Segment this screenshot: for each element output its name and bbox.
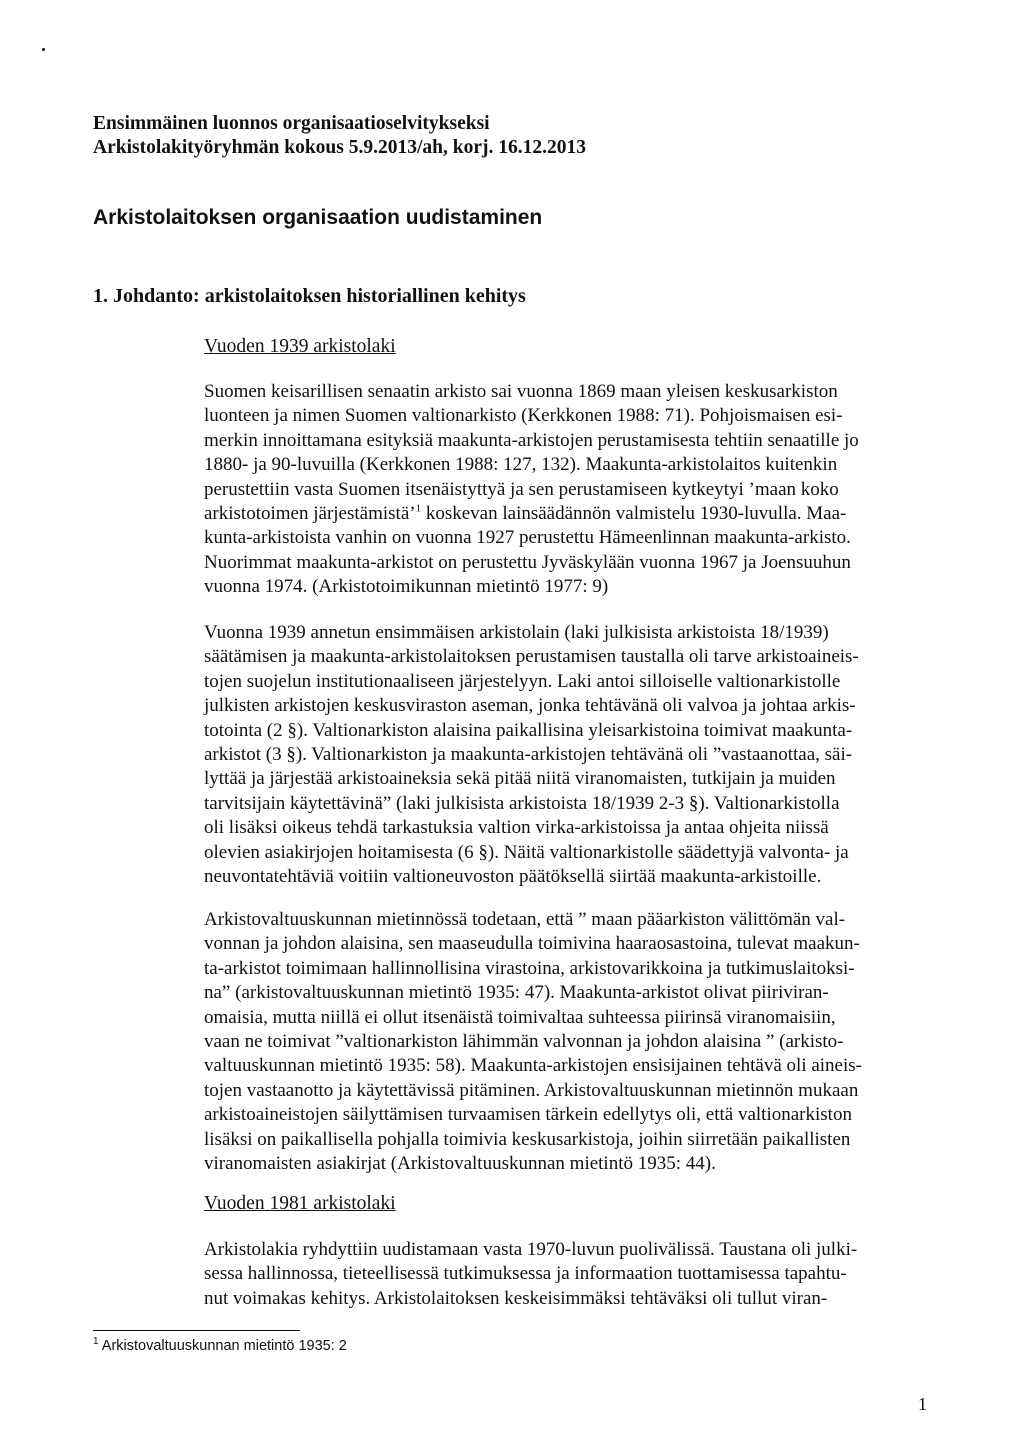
paragraph-line: luonteen ja nimen Suomen valtionarkisto (Kerkkonen 1988: 71). Pohjoismaisen esi- bbox=[204, 405, 843, 427]
page-number: 1 bbox=[918, 1394, 927, 1414]
paragraph-line: oli lisäksi oikeus tehdä tarkastuksia valtion virka-arkistoissa ja antaa ohjeita niissä bbox=[204, 817, 829, 839]
paragraph-3 bbox=[204, 908, 944, 1176]
paragraph-line: sessa hallinnossa, tieteellisessä tutkimuksessa ja informaation tuottamisessa tapahtu- bbox=[204, 1263, 847, 1285]
paragraph-line: 1880- ja 90-luvuilla (Kerkkonen 1988: 127, 132). Maakunta-arkistolaitos kuitenkin bbox=[204, 454, 838, 476]
paragraph-line: merkin innoittamana esityksiä maakunta-arkistojen perustamisesta tehtiin senaatille jo bbox=[204, 429, 859, 451]
paragraph-line: lyttää ja järjestää arkistoaineksia sekä pitää niitä viranomaisten, tutkijain ja muiden bbox=[204, 768, 836, 790]
line-text: arkistotoimen järjestämistä’ bbox=[204, 503, 416, 525]
footnote-text: Arkistovaltuuskunnan mietintö 1935: 2 bbox=[101, 1338, 347, 1354]
header-draft-label: Ensimmäinen luonnos organisaatioselvitykseksi bbox=[93, 113, 490, 134]
paragraph-line: ta-arkistot toimimaan hallinnollisina virastoina, arkistovarikkoina ja tutkimuslaitoksi- bbox=[204, 957, 855, 979]
paragraph-line: vuonna 1974. (Arkistotoimikunnan mietintö 1977: 9) bbox=[204, 576, 609, 598]
footnote-divider bbox=[93, 1330, 300, 1331]
scan-speck bbox=[42, 48, 45, 51]
paragraph-2 bbox=[204, 621, 944, 889]
paragraph-line: totointa (2 §). Valtionarkiston alaisina paikallisina yleisarkistoina toimivat maakunta- bbox=[204, 719, 853, 741]
footnote-marker: 1 bbox=[93, 1336, 99, 1348]
paragraph-line: viranomaisten asiakirjat (Arkistovaltuuskunnan mietintö 1935: 44). bbox=[204, 1153, 716, 1175]
paragraph-1 bbox=[204, 380, 944, 600]
section-heading: 1. Johdanto: arkistolaitoksen historiallinen kehitys bbox=[93, 285, 526, 307]
paragraph-line: Suomen keisarillisen senaatin arkisto sai vuonna 1869 maan yleisen keskusarkiston bbox=[204, 381, 838, 402]
paragraph-line: tojen vastaanotto ja käytettävissä pitäminen. Arkistovaltuuskunnan mietinnön mukaan bbox=[204, 1079, 859, 1101]
line-text: koskevan lainsäädännön valmistelu 1930-luvulla. Maa- bbox=[421, 503, 847, 525]
paragraph-line: Arkistovaltuuskunnan mietinnössä todetaan, että ” maan pääarkiston välittömän val- bbox=[204, 909, 846, 930]
paragraph-line: Nuorimmat maakunta-arkistot on perustettu Jyväskylään vuonna 1967 ja Joensuuhun bbox=[204, 551, 851, 573]
paragraph-line: lisäksi on paikallisella pohjalla toimivia keskusarkistoja, joihin siirretään paikallisten bbox=[204, 1128, 851, 1150]
paragraph-line: Vuonna 1939 annetun ensimmäisen arkistolain (laki julkisista arkistoista 18/1939) bbox=[204, 622, 829, 643]
paragraph-line: na” (arkistovaltuuskunnan mietintö 1935: 47). Maakunta-arkistot olivat piiriviran- bbox=[204, 982, 829, 1004]
subheading-1981-act: Vuoden 1981 arkistolaki bbox=[204, 1193, 396, 1214]
paragraph-line: vaan ne toimivat ”valtionarkiston lähimmän valvonnan ja johdon alaisina ” (arkisto- bbox=[204, 1031, 844, 1053]
paragraph-line: omaisia, mutta niillä ei ollut itsenäistä toimivaltaa suhteessa piirinsä viranomaisiin, bbox=[204, 1006, 836, 1028]
paragraph-4 bbox=[204, 1238, 944, 1311]
paragraph-line: kunta-arkistoista vanhin on vuonna 1927 perustettu Hämeenlinnan maakunta-arkisto. bbox=[204, 527, 851, 549]
paragraph-line bbox=[204, 502, 944, 526]
paragraph-line: tojen suojelun institutionaaliseen järjestelyyn. Laki antoi silloiselle valtionarkistolle bbox=[204, 670, 841, 692]
paragraph-line: perustettiin vasta Suomen itsenäistyttyä ja sen perustamiseen kytkeytyi ’maan koko bbox=[204, 478, 839, 500]
footnote-reference: 1 bbox=[415, 502, 422, 515]
paragraph-line: Arkistolakia ryhdyttiin uudistamaan vasta 1970-luvun puolivälissä. Taustana oli julki- bbox=[204, 1239, 858, 1260]
paragraph-line: arkistoaineistojen säilyttämisen turvaamisen tärkein edellytys oli, että valtionarkiston bbox=[204, 1104, 852, 1126]
paragraph-line: tarvitsijain käytettävinä” (laki julkisista arkistoista 18/1939 2-3 §). Valtionarkistolla bbox=[204, 792, 840, 814]
paragraph-line: julkisten arkistojen keskusviraston aseman, jonka tehtävänä oli valvoa ja johtaa arkis- bbox=[204, 695, 856, 717]
footnote bbox=[93, 1338, 347, 1354]
paragraph-line: valtuuskunnan mietintö 1935: 58). Maakunta-arkistojen ensisijainen tehtävä oli aineis- bbox=[204, 1055, 862, 1077]
paragraph-line: nut voimakas kehitys. Arkistolaitoksen keskeisimmäksi tehtäväksi oli tullut viran- bbox=[204, 1287, 828, 1309]
subheading-1939-act: Vuoden 1939 arkistolaki bbox=[204, 336, 396, 357]
header-meeting-info: Arkistolakityöryhmän kokous 5.9.2013/ah, korj. 16.12.2013 bbox=[93, 137, 586, 158]
document-title: Arkistolaitoksen organisaation uudistaminen bbox=[93, 206, 543, 229]
paragraph-line: olevien asiakirjojen hoitamisesta (6 §). Näitä valtionarkistolle säädettyjä valvonta- ja bbox=[204, 841, 849, 863]
paragraph-line: vonnan ja johdon alaisina, sen maaseudulla toimivina haaraosastoina, tulevat maakun- bbox=[204, 933, 860, 955]
paragraph-line: neuvontatehtäviä voitiin valtioneuvoston päätöksellä siirtää maakunta-arkistoille. bbox=[204, 866, 822, 888]
paragraph-line: arkistot (3 §). Valtionarkiston ja maakunta-arkistojen tehtävänä oli ”vastaanottaa, säi- bbox=[204, 744, 853, 766]
paragraph-line: säätämisen ja maakunta-arkistolaitoksen perustamisen taustalla oli tarve arkistoaineis- bbox=[204, 646, 859, 668]
